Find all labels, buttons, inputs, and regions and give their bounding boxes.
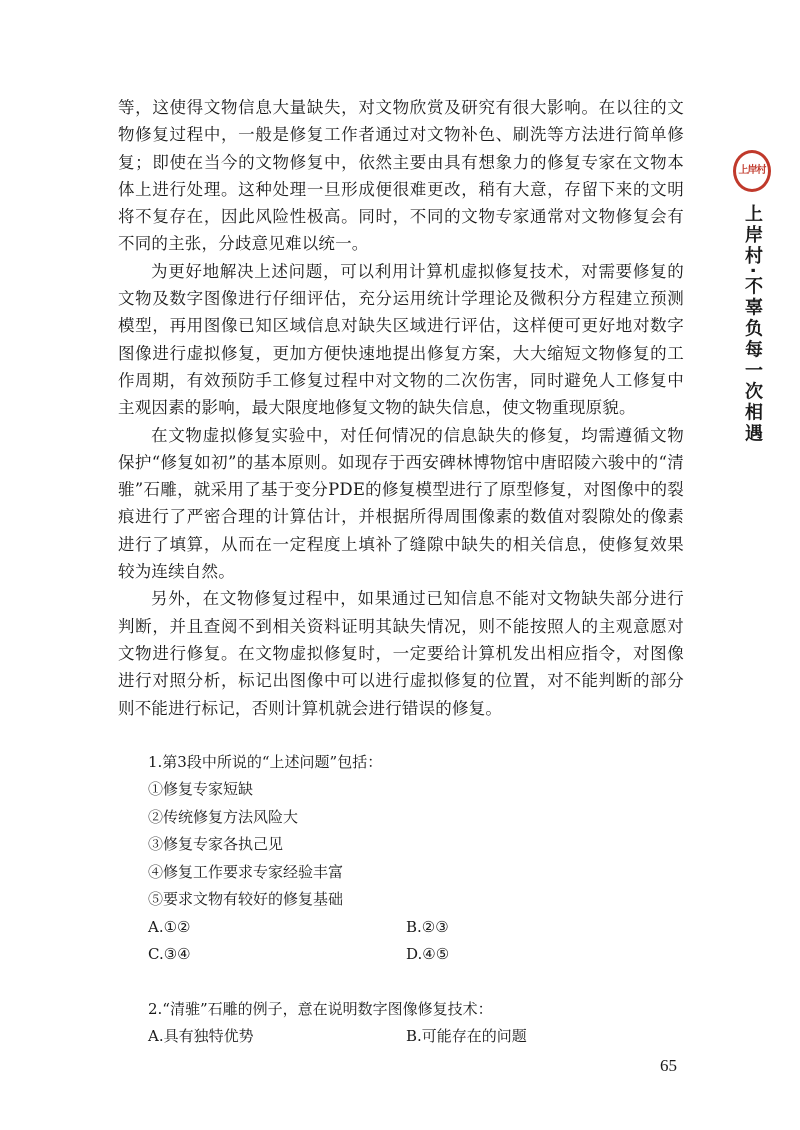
brand-slogan: 上岸村·不辜负每一次相遇 bbox=[742, 204, 763, 445]
question-1-item: ③修复专家各执己见 bbox=[148, 835, 284, 854]
question-1-option-a: A.①② bbox=[148, 917, 191, 936]
question-2-options-row-1 bbox=[148, 1023, 684, 1051]
question-1-item: ②传统修复方法风险大 bbox=[148, 807, 299, 826]
sidebar-brand bbox=[728, 150, 776, 445]
question-2-option-a: A.具有独特优势 bbox=[148, 1027, 254, 1046]
paragraph-1: 等，这使得文物信息大量缺失，对文物欣赏及研究有很大影响。在以往的文物修复过程中，一般是修复工作者通过对文物补色、刷洗等方法进行简单修复；即使在当今的文物修复中，依然主要由具有想象力的修复专家在文物本体上进行处理。这种处理一旦形成便很难更改，稍有大意，存留下来的文明将不复存在，因此风险性极高。同时，不同的文物专家通常对文物修复会有不同的主张，分歧意见难以统一。 bbox=[118, 98, 684, 254]
question-1-option-d: D.④⑤ bbox=[406, 945, 450, 964]
page-number: 65 bbox=[660, 1056, 677, 1075]
question-2 bbox=[148, 996, 684, 1051]
paragraph-4: 另外，在文物修复过程中，如果通过已知信息不能对文物缺失部分进行判断，并且查阅不到相关资料证明其缺失情况，则不能按照人的主观意愿对文物进行修复。在文物虚拟修复时，一定要给计算机发出相应指令，对图像进行对照分析，标记出图像中可以进行虚拟修复的位置，对不能判断的部分则不能进行标记，否则计算机就会进行错误的修复。 bbox=[118, 589, 684, 718]
question-1-option-c: C.③④ bbox=[148, 945, 191, 964]
question-2-stem: 2.“清骓”石雕的例子，意在说明数字图像修复技术： bbox=[148, 999, 493, 1018]
question-1-stem: 1.第3段中所说的“上述问题”包括： bbox=[148, 752, 383, 771]
question-1 bbox=[148, 749, 684, 969]
question-1-option-b: B.②③ bbox=[406, 917, 449, 936]
brand-seal-text: 上岸村 bbox=[738, 165, 766, 176]
question-1-options-row-2 bbox=[148, 941, 684, 969]
brand-seal-icon bbox=[733, 150, 771, 192]
question-1-options-row-1 bbox=[148, 914, 684, 942]
question-1-item: ④修复工作要求专家经验丰富 bbox=[148, 862, 344, 881]
question-1-item: ①修复专家短缺 bbox=[148, 780, 254, 799]
questions-section bbox=[118, 749, 684, 1051]
question-1-item: ⑤要求文物有较好的修复基础 bbox=[148, 890, 344, 909]
paragraph-3: 在文物虚拟修复实验中，对任何情况的信息缺失的修复，均需遵循文物保护“修复如初”的基本原则。如现存于西安碑林博物馆中唐昭陵六骏中的“清骓”石雕，就采用了基于变分PDE的修复模型进行了原型修复，对图像中的裂痕进行了严密合理的计算估计，并根据所得周围像素的数值对裂隙处的像素进行了填算，从而在一定程度上填补了缝隙中缺失的相关信息，使修复效果较为连续自然。 bbox=[118, 425, 684, 582]
page-content bbox=[118, 94, 684, 1051]
paragraph-2: 为更好地解决上述问题，可以利用计算机虚拟修复技术，对需要修复的文物及数字图像进行仔细评估，充分运用统计学理论及微积分方程建立预测模型，再用图像已知区域信息对缺失区域进行评估，这样便可更好地对数字图像进行虚拟修复，更加方便快速地提出修复方案，大大缩短文物修复的工作周期，有效预防手工修复过程中对文物的二次伤害，同时避免人工修复中主观因素的影响，最大限度地修复文物的缺失信息，使文物重现原貌。 bbox=[118, 261, 684, 418]
question-2-option-b: B.可能存在的问题 bbox=[406, 1027, 527, 1046]
